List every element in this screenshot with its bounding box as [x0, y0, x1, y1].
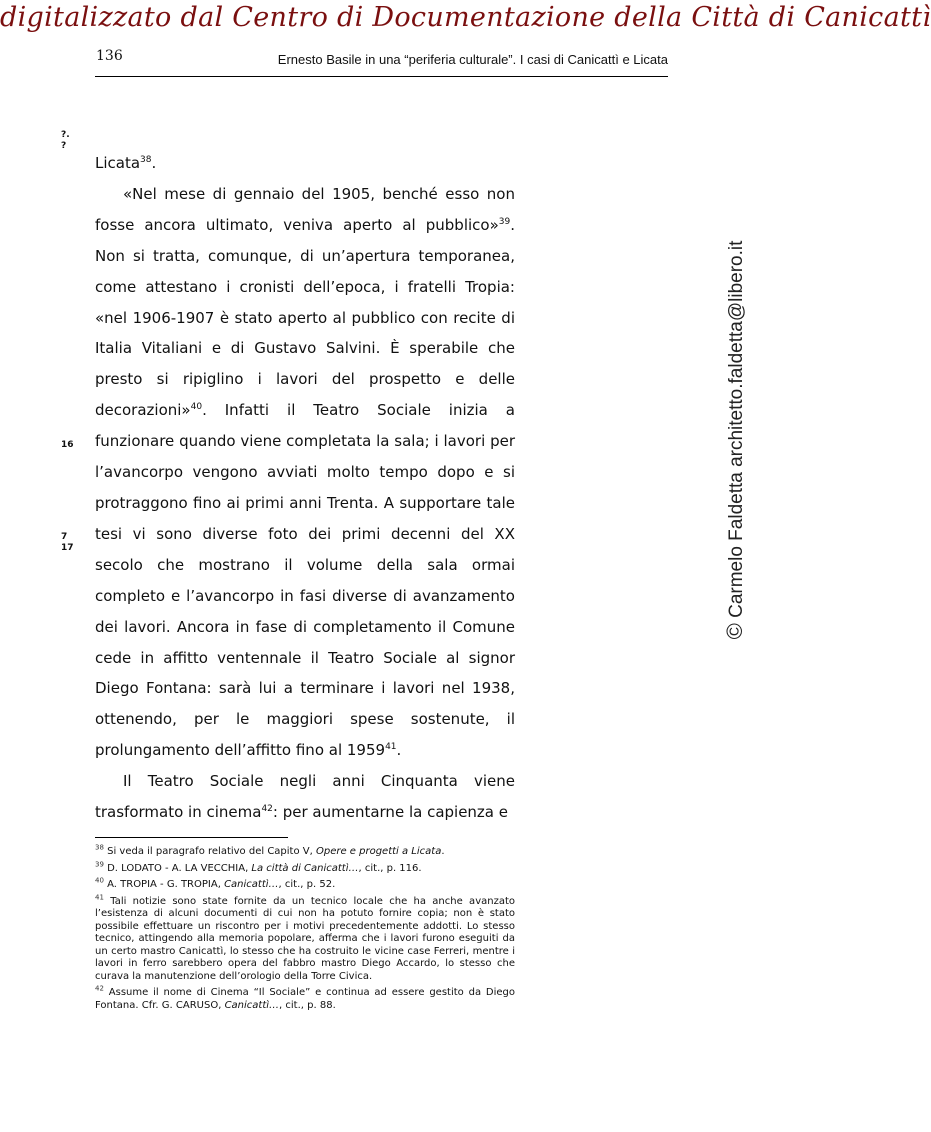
watermark-banner: digitalizzato dal Centro di Documentazione della Città di Canicattì: [0, 2, 931, 33]
margin-note: 7: [61, 532, 68, 542]
footnote-ref[interactable]: 39: [498, 216, 511, 227]
footnote: $^{41}$ Tali notizie sono state fornite da un tecnico locale che ha anche avanzato l’esistenza di alcuni documenti di cui non ha potuto fornire copia; non è stato possibile effettuare un riscontro per i motivi precedentemente addotti. Lo stesso tecnico, attingendo alla memoria popolare, afferma che i lavori furono eseguiti da un certo mastro Canicattì, lo stesso che ha costruito le vicine case Ferreri, mentre i lavori in ferro sarebbero opera del fabbro mastro Diego Accardo, lo stesso che curava la manutenzione dell’orologio della Torre Civica.: [95, 893, 515, 982]
footnote: $^{39}$ D. LODATO - A. LA VECCHIA, La città di Canicattì…, cit., p. 116.: [95, 860, 422, 874]
body-text: [95, 148, 515, 828]
watermark-credit: Carmelo Faldetta architetto.faldetta@libero.it: [726, 240, 747, 618]
page-number: 136: [96, 48, 123, 64]
paragraph: Licata$^{38}$.: [95, 154, 157, 172]
margin-note: 16: [61, 440, 74, 450]
footnote-ref[interactable]: 38: [140, 155, 152, 165]
footnote-ref[interactable]: 40: [190, 402, 203, 413]
footnote: $^{38}$ Si veda il paragrafo relativo del Capito V, Opere e progetti a Licata.: [95, 843, 445, 857]
margin-note: 17: [61, 543, 74, 553]
footnote-separator: [95, 837, 288, 838]
footnote-ref[interactable]: 41: [385, 742, 397, 753]
paragraph: Il Teatro Sociale negli anni Cinquanta viene trasformato in cinema$^{42}$: per aumentarne la capienza e: [95, 772, 515, 822]
footnote: $^{40}$ A. TROPIA - G. TROPIA, Canicattì…, cit., p. 52.: [95, 876, 336, 890]
footnote-ref[interactable]: 42: [261, 804, 273, 815]
margin-note: ?.: [61, 130, 70, 140]
paragraph: «Nel mese di gennaio del 1905, benché esso non fosse ancora ultimato, veniva aperto al pubblico»$^{39}$. Non si tratta, comunque, di un’apertura temporanea, come attestano i cronisti dell’epoca, i fratelli Tropia: «nel 1906-1907 è stato aperto al pubblico con recite di Italia Vitaliani e di Gustavo Salvini. È sperabile che presto si ripiglino i lavori del prospetto e delle decorazioni»$^{40}$. Infatti il Teatro Sociale inizia a funzionare quando viene completata la sala; i lavori per l’avancorpo vengono avviati molto tempo dopo e si protraggono fino ai primi anni Trenta. A supportare tale tesi vi sono diverse foto dei primi decenni del XX secolo che mostrano il volume della sala ormai completo e l’avancorpo in fasi diverse di avanzamento dei lavori. Ancora in fase di completamento il Comune cede in affitto ventennale il Teatro Sociale al signor Diego Fontana: sarà lui a terminare i lavori nel 1938, ottenendo, per le maggiori spese sostenute, il prolungamento dell’affitto fino al 1959$^{41}$.: [95, 184, 515, 760]
side-watermark: [722, 241, 748, 640]
header-rule: [95, 76, 668, 77]
copyright-icon: ©: [722, 623, 747, 640]
footnotes: [95, 843, 515, 1016]
footnote: $^{42}$ Assume il nome di Cinema “Il Sociale” e continua ad essere gestito da Diego Fontana. Cfr. G. CARUSO, Canicattì…, cit., p. 88.: [95, 984, 515, 1011]
running-title: Ernesto Basile in una “periferia culturale”. I casi di Canicattì e Licata: [277, 52, 668, 67]
margin-note: ?: [61, 141, 67, 151]
